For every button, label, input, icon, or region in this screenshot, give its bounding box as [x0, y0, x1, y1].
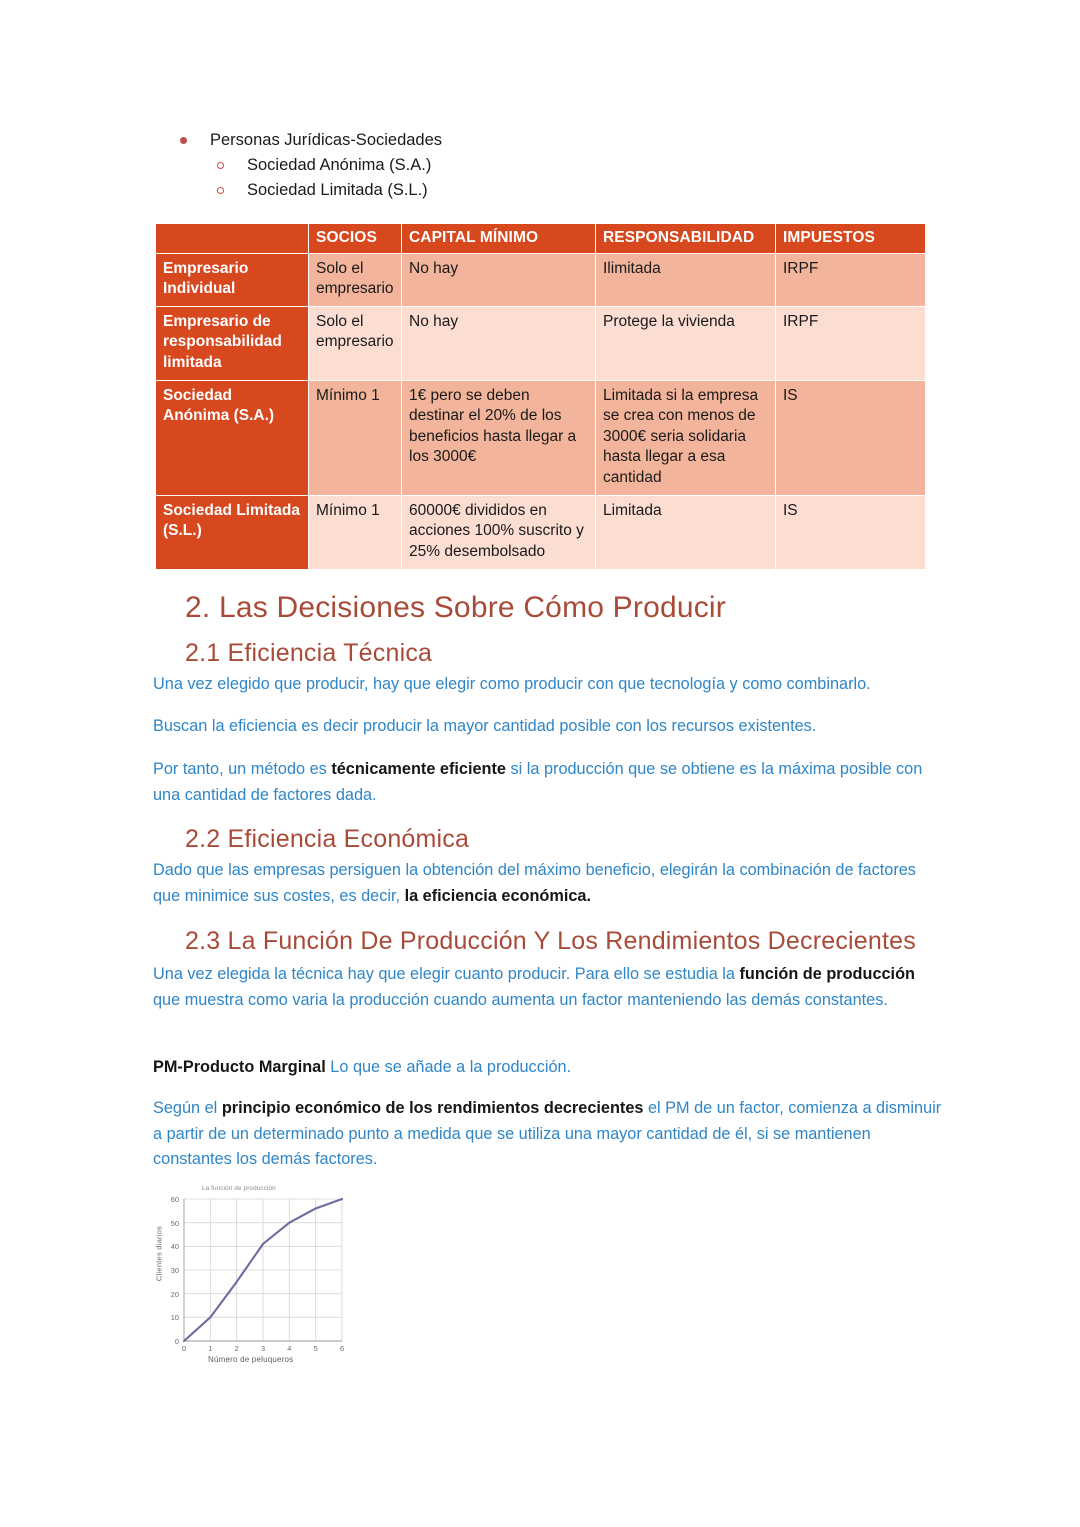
cell-impuestos: IRPF — [776, 306, 926, 380]
paragraph-2-3-a — [153, 962, 943, 1013]
list-item-label: Sociedad Anónima (S.A.) — [247, 156, 432, 175]
section-heading-2-3: 2.3 La Función De Producción Y Los Rendimientos Decrecientes — [185, 927, 916, 955]
row-label: Sociedad Anónima (S.A.) — [156, 380, 309, 495]
table-header-impuestos: IMPUESTOS — [776, 224, 926, 254]
table-header — [156, 224, 926, 254]
chart-x-tick: 3 — [260, 1344, 266, 1353]
comparison-table-wrapper — [155, 223, 925, 570]
section-heading-2-2: 2.2 Eficiencia Económica — [185, 825, 470, 853]
cell-socios: Mínimo 1 — [309, 495, 402, 569]
hollow-bullet-icon — [217, 162, 224, 169]
hollow-bullet-icon — [217, 187, 224, 194]
table-body — [156, 253, 926, 569]
paragraph-2-1-b: Buscan la eficiencia es decir producir la mayor cantidad posible con los recursos existentes. — [153, 717, 817, 735]
table-row — [156, 306, 926, 380]
chart-y-tick: 40 — [170, 1242, 179, 1252]
list-item — [217, 178, 945, 203]
bullet-list — [155, 128, 945, 203]
paragraph-text: Por tanto, un método es — [153, 760, 332, 778]
cell-capital: 1€ pero se deben destinar el 20% de los beneficios hasta llegar a los 3000€ — [402, 380, 596, 495]
list-item-label: Personas Jurídicas-Sociedades — [210, 131, 443, 149]
cell-responsabilidad: Protege la vivienda — [596, 306, 776, 380]
table-row — [156, 253, 926, 306]
row-label: Empresario de responsabilidad limitada — [156, 306, 309, 380]
chart-y-tick: 20 — [170, 1289, 179, 1299]
emphasis-tecnicamente-eficiente: técnicamente eficiente — [331, 760, 506, 778]
paragraph-text: si la producción que se obtiene es la máxima posible con una cantidad de factores dada. — [153, 760, 923, 804]
chart-x-tick: 6 — [339, 1344, 345, 1353]
table-header-row — [156, 224, 926, 254]
emphasis-rendimientos-decrecientes: principio económico de los rendimientos decrecientes — [221, 1099, 644, 1117]
production-function-chart — [146, 1183, 356, 1373]
chart-x-axis-label: Número de peluqueros — [208, 1355, 294, 1364]
cell-responsabilidad: Ilimitada — [596, 253, 776, 306]
paragraph-text: Dado que las empresas persiguen la obtención del máximo beneficio, elegirán la combinación de factores que minimice sus costes, es decir, — [153, 861, 916, 905]
cell-impuestos: IRPF — [776, 253, 926, 306]
row-label: Sociedad Limitada (S.L.) — [156, 495, 309, 569]
chart-x-tick: 4 — [287, 1344, 292, 1353]
chart-y-tick: 10 — [170, 1313, 179, 1323]
chart-x-tick: 2 — [234, 1344, 239, 1353]
paragraph-text: el PM de un factor, comienza a disminuir a partir de un determinado punto a medida que se utiliza una mayor cantidad de él, si se mantienen constantes los demás factores. — [153, 1099, 942, 1169]
cell-capital: No hay — [402, 306, 596, 380]
list-item-label: Sociedad Limitada (S.L.) — [247, 181, 428, 200]
paragraph-2-1-a: Una vez elegido que producir, hay que elegir como producir con que tecnología y como combinarlo. — [153, 675, 871, 693]
paragraph-text: Lo que se añade a la producción. — [325, 1058, 572, 1076]
paragraph-text: que muestra como varia la producción cuando aumenta un factor manteniendo las demás constantes. — [153, 990, 888, 1009]
list-item — [180, 128, 945, 153]
cell-impuestos: IS — [776, 380, 926, 495]
cell-responsabilidad: Limitada — [596, 495, 776, 569]
cell-responsabilidad: Limitada si la empresa se crea con menos de 3000€ seria solidaria hasta llegar a esa cantidad — [596, 380, 776, 495]
table-header-socios: SOCIOS — [309, 224, 402, 254]
row-label: Empresario Individual — [156, 253, 309, 306]
table-header-capital-minimo: CAPITAL MÍNIMO — [402, 224, 596, 254]
chart-y-tick: 60 — [170, 1195, 179, 1204]
chart-y-tick: 0 — [174, 1337, 179, 1346]
list-item — [217, 153, 945, 178]
paragraph-2-1-c — [153, 757, 943, 808]
paragraph-text: Según el — [153, 1099, 222, 1117]
filled-bullet-icon — [180, 137, 187, 144]
paragraph-text: Una vez elegida la técnica hay que elegir cuanto producir. Para ello se estudia la — [153, 965, 740, 983]
cell-socios: Mínimo 1 — [309, 380, 402, 495]
section-heading-2-1: 2.1 Eficiencia Técnica — [185, 639, 433, 667]
emphasis-pm-producto-marginal: PM-Producto Marginal — [153, 1058, 326, 1076]
chart-y-axis-label: Clientes diarios — [154, 1225, 164, 1282]
table-row — [156, 380, 926, 495]
emphasis-funcion-de-produccion: función de producción — [739, 965, 915, 983]
paragraph-2-3-c — [153, 1096, 943, 1173]
chart-y-tick: 50 — [170, 1218, 179, 1228]
chart-x-tick: 1 — [208, 1344, 213, 1353]
table-row — [156, 495, 926, 569]
paragraph-2-2 — [153, 858, 943, 909]
chart-title: La función de producción — [202, 1185, 276, 1192]
chart-x-tick: 0 — [181, 1344, 187, 1353]
chart-x-tick: 5 — [313, 1344, 318, 1353]
cell-socios: Solo el empresario — [309, 253, 402, 306]
cell-capital: 60000€ divididos en acciones 100% suscrito y 25% desembolsado — [402, 495, 596, 569]
table-header-blank — [156, 224, 309, 254]
chart-y-tick: 30 — [170, 1266, 179, 1275]
cell-impuestos: IS — [776, 495, 926, 569]
table-header-responsabilidad: RESPONSABILIDAD — [596, 224, 776, 254]
cell-capital: No hay — [402, 253, 596, 306]
cell-socios: Solo el empresario — [309, 306, 402, 380]
section-heading-2: 2. Las Decisiones Sobre Cómo Producir — [185, 591, 726, 624]
comparison-table — [155, 223, 926, 570]
paragraph-2-3-b — [153, 1055, 943, 1081]
emphasis-eficiencia-economica: la eficiencia económica. — [404, 886, 591, 905]
